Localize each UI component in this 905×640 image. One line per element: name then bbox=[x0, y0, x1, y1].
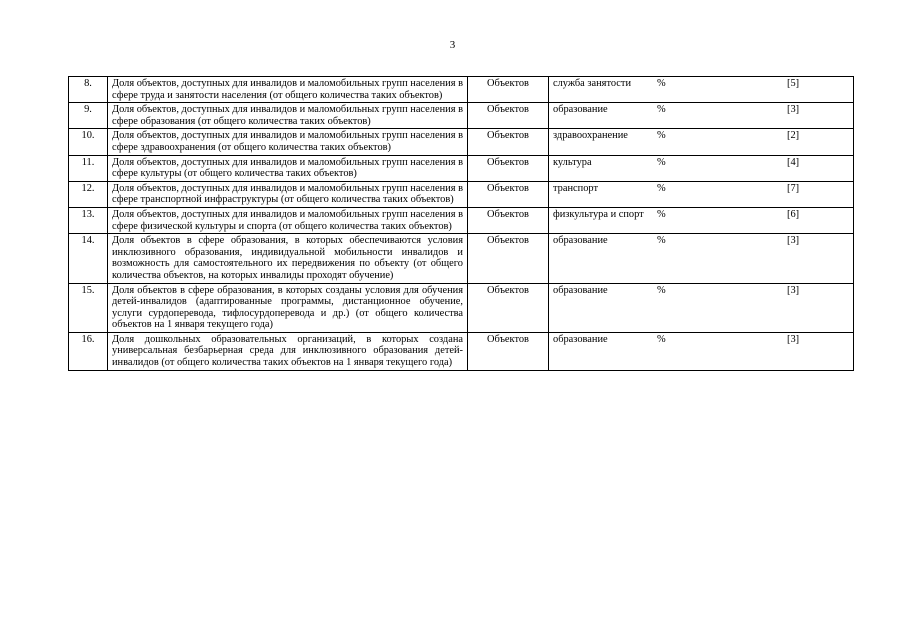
indicators-table-body bbox=[69, 77, 854, 371]
reference-number: [5] bbox=[787, 78, 800, 89]
percent-sign: % bbox=[657, 284, 666, 296]
unit-of-measure: Объектов bbox=[468, 234, 549, 283]
percent-sign: % bbox=[657, 235, 666, 247]
percent-sign: % bbox=[657, 208, 666, 220]
sphere-label: транспорт bbox=[553, 182, 599, 194]
sphere-label: служба занятости bbox=[553, 78, 632, 89]
percent-sign: % bbox=[657, 182, 666, 194]
table-row bbox=[69, 155, 854, 181]
indicator-name: Доля объектов, доступных для инвалидов и маломобильных групп населения в сфере образования (от общего количества таких объектов) bbox=[108, 103, 468, 129]
indicator-name: Доля объектов, доступных для инвалидов и маломобильных групп населения в сфере транспортной инфраструктуры (от общего количества таких объектов) bbox=[108, 181, 468, 207]
sphere-cell bbox=[549, 129, 854, 155]
sphere-label: физкультура и спорт bbox=[553, 208, 644, 220]
sphere-label: образование bbox=[553, 104, 608, 116]
sphere-cell bbox=[549, 283, 854, 332]
table-row bbox=[69, 234, 854, 283]
sphere-label: образование bbox=[553, 235, 608, 247]
sphere-label: образование bbox=[553, 284, 608, 296]
row-number: 15. bbox=[69, 283, 108, 332]
indicator-name: Доля объектов, доступных для инвалидов и маломобильных групп населения в сфере здравоохранения (от общего количества таких объектов) bbox=[108, 129, 468, 155]
reference-number: [7] bbox=[787, 182, 800, 194]
unit-of-measure: Объектов bbox=[468, 332, 549, 370]
indicators-table bbox=[68, 76, 854, 371]
indicator-name: Доля объектов, доступных для инвалидов и маломобильных групп населения в сфере физической культуры и спорта (от общего количества таких объектов) bbox=[108, 207, 468, 233]
reference-number: [3] bbox=[787, 235, 800, 247]
sphere-cell bbox=[549, 181, 854, 207]
reference-number: [4] bbox=[787, 156, 800, 168]
unit-of-measure: Объектов bbox=[468, 181, 549, 207]
sphere-label: культура bbox=[553, 156, 592, 168]
indicator-name: Доля объектов, доступных для инвалидов и маломобильных групп населения в сфере труда и занятости населения (от общего количества таких объектов) bbox=[108, 77, 468, 103]
table-row bbox=[69, 103, 854, 129]
reference-number: [3] bbox=[787, 104, 800, 116]
sphere-cell bbox=[549, 234, 854, 283]
row-number: 14. bbox=[69, 234, 108, 283]
unit-of-measure: Объектов bbox=[468, 129, 549, 155]
row-number: 12. bbox=[69, 181, 108, 207]
row-number: 9. bbox=[69, 103, 108, 129]
reference-number: [2] bbox=[787, 130, 800, 142]
page-number: 3 bbox=[449, 39, 456, 51]
unit-of-measure: Объектов bbox=[468, 77, 549, 103]
sphere-cell bbox=[549, 77, 854, 103]
sphere-label: образование bbox=[553, 333, 608, 345]
percent-sign: % bbox=[657, 104, 666, 116]
row-number: 10. bbox=[69, 129, 108, 155]
unit-of-measure: Объектов bbox=[468, 207, 549, 233]
table-row bbox=[69, 283, 854, 332]
reference-number: [3] bbox=[787, 284, 800, 296]
table-row bbox=[69, 332, 854, 370]
indicator-name: Доля дошкольных образовательных организаций, в которых создана универсальная безбарьерная среда для инклюзивного образования детей-инвалидов (от общего количества таких объектов на 1 января текущего года) bbox=[108, 332, 468, 370]
unit-of-measure: Объектов bbox=[468, 103, 549, 129]
percent-sign: % bbox=[657, 156, 666, 168]
unit-of-measure: Объектов bbox=[468, 155, 549, 181]
table-row bbox=[69, 207, 854, 233]
table-row bbox=[69, 181, 854, 207]
reference-number: [6] bbox=[787, 208, 800, 220]
percent-sign: % bbox=[657, 78, 666, 89]
indicator-name: Доля объектов в сфере образования, в которых созданы условия для обучения детей-инвалидов (адаптированные программы, дистанционное обучение, услуги сурдоперевода, тифлосурдоперевода и др.) (от общего количества объектов на 1 января текущего года) bbox=[108, 283, 468, 332]
row-number: 8. bbox=[69, 77, 108, 103]
row-number: 16. bbox=[69, 332, 108, 370]
table-row bbox=[69, 77, 854, 103]
sphere-cell bbox=[549, 103, 854, 129]
percent-sign: % bbox=[657, 130, 666, 142]
indicator-name: Доля объектов в сфере образования, в которых обеспечиваются условия инклюзивного образования, индивидуальной мобильности инвалидов и возможность для самостоятельного их передвижения по объекту (от общего количества объектов, на которых инвалиды проходят обучение) bbox=[108, 234, 468, 283]
percent-sign: % bbox=[657, 333, 666, 345]
row-number: 11. bbox=[69, 155, 108, 181]
reference-number: [3] bbox=[787, 333, 800, 345]
sphere-cell bbox=[549, 155, 854, 181]
unit-of-measure: Объектов bbox=[468, 283, 549, 332]
sphere-label: здравоохранение bbox=[553, 130, 628, 142]
table-row bbox=[69, 129, 854, 155]
sphere-cell bbox=[549, 332, 854, 370]
row-number: 13. bbox=[69, 207, 108, 233]
indicator-name: Доля объектов, доступных для инвалидов и маломобильных групп населения в сфере культуры (от общего количества таких объектов) bbox=[108, 155, 468, 181]
sphere-cell bbox=[549, 207, 854, 233]
